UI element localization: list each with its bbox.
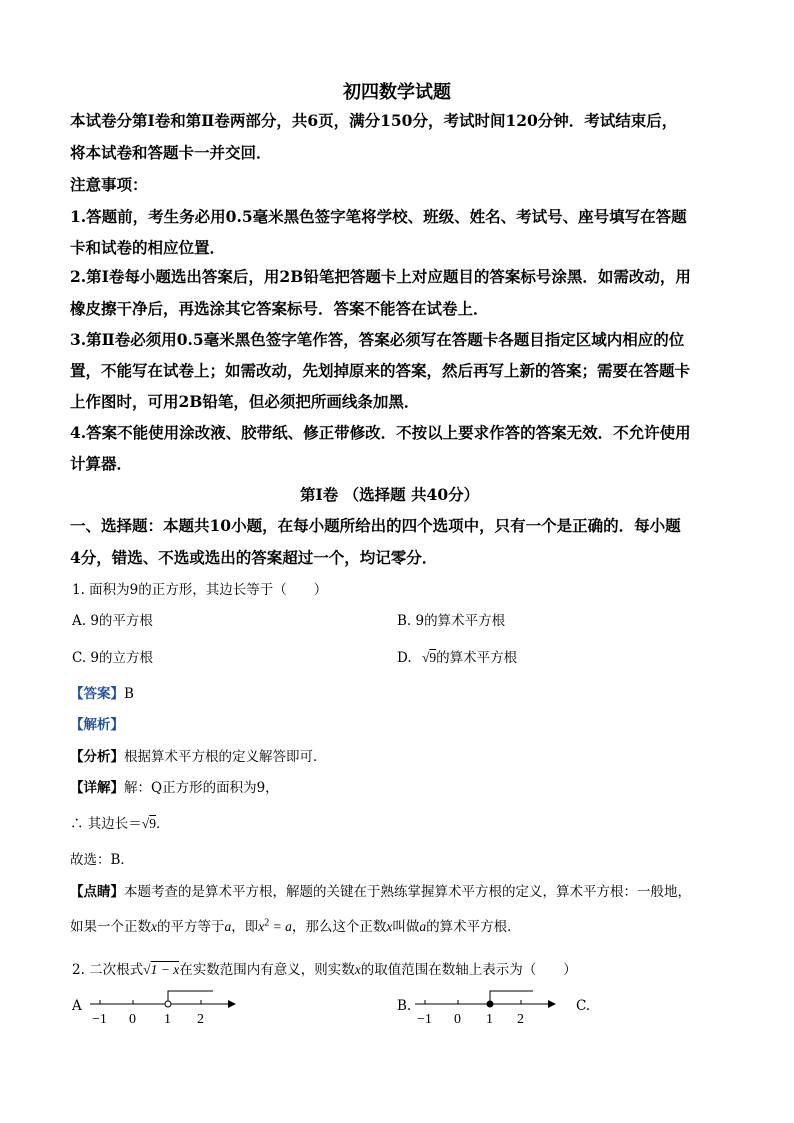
notes-heading: 注意事项：: [70, 175, 148, 194]
q2-stem: 2. 二次根式√1 − x在实数范围内有意义，则实数x的取值范围在数轴上表示为（ ）: [72, 962, 577, 978]
tick-label: 0: [129, 1012, 136, 1027]
note-2-line-2: 橡皮擦干净后，再选涂其它答案标号．答案不能答在试卷上．: [70, 299, 489, 318]
q2-option-a-label: A: [72, 998, 82, 1014]
note-2-line-1: 2.第Ⅰ卷每小题选出答案后，用2B铅笔把答题卡上对应题目的答案标号涂黑．如需改动，用: [70, 267, 691, 286]
note-1-line-1: 1.答题前，考生务必用0.5毫米黑色签字笔将学校、班级、姓名、考试号、座号填写在答题: [70, 207, 687, 226]
section-1-instructions-1: 一、选择题：本题共10小题，在每小题所给出的四个选项中，只有一个是正确的．每小题: [70, 516, 681, 535]
tick-label: −1: [92, 1012, 107, 1027]
q1-therefore: ∴ 其边长＝√9．: [70, 816, 170, 832]
q1-answer: 【答案】B: [70, 686, 134, 702]
arrow-icon: [548, 1000, 556, 1008]
q1-stem: 1. 面积为9的正方形，其边长等于（ ）: [72, 582, 328, 598]
tick-label: −1: [417, 1012, 432, 1027]
q1-option-d-radicand: 9: [429, 650, 437, 665]
section-1-instructions-2: 4分，错选、不选或选出的答案超过一个，均记零分．: [70, 548, 438, 567]
q1-fenxi: 【分析】根据算术平方根的定义解答即可．: [70, 749, 327, 765]
note-3-line-2: 置，不能写在试卷上；如需改动，先划掉原来的答案，然后再写上新的答案；需要在答题卡: [70, 361, 691, 380]
q1-option-c: C. 9的立方根: [72, 650, 154, 666]
note-3-line-3: 上作图时，可用2B铅笔，但必须把所画线条加黑．: [70, 392, 420, 411]
analysis-tag: 【解析】: [70, 717, 124, 733]
q2-option-c-label: C.: [576, 998, 591, 1014]
q2-option-b-number-line: [413, 985, 563, 1027]
page-title: 初四数学试题: [343, 82, 451, 103]
q1-option-d: D. √9的算术平方根: [397, 650, 518, 666]
q1-choose: 故选：B．: [70, 852, 134, 868]
tick-label: 1: [486, 1012, 493, 1027]
q1-xiangjie: 【详解】解：Q正方形的面积为9，: [70, 780, 279, 796]
q2-option-b-label: B.: [397, 998, 412, 1014]
answer-tag: 【答案】: [70, 686, 124, 702]
range-bracket: [490, 991, 533, 1004]
note-3-line-1: 3.第Ⅱ卷必须用0.5毫米黑色签字笔作答，答案必须写在答题卡各题目指定区域内相应的位: [70, 330, 685, 349]
tick-label: 1: [164, 1012, 171, 1027]
tick-label: 2: [197, 1012, 204, 1027]
closed-circle: [487, 1001, 493, 1007]
range-bracket: [168, 991, 213, 1004]
q1-option-b: B. 9的算术平方根: [397, 613, 506, 629]
q1-dianjing-line-1: 【点睛】本题考查的是算术平方根，解题的关键在于熟练掌握算术平方根的定义，算术平方根：一般地，: [70, 884, 691, 900]
note-1-line-2: 卡和试卷的相应位置．: [70, 238, 226, 257]
note-4-line-1: 4.答案不能使用涂改液、胶带纸、修正带修改．不按以上要求作答的答案无效．不允许使用: [70, 423, 691, 442]
open-circle: [165, 1001, 171, 1007]
intro-line-1: 本试卷分第Ⅰ卷和第Ⅱ卷两部分，共6页，满分150分，考试时间120分钟．考试结束后，: [70, 111, 678, 130]
q2-option-a-number-line: [88, 985, 238, 1027]
note-4-line-2: 计算器．: [70, 454, 133, 473]
section-1-heading: 第Ⅰ卷 （选择题 共40分）: [300, 485, 480, 504]
q1-dianjing-line-2: 如果一个正数x的平方等于a，即$x^2 = a$，那么这个正数x叫做a的算术平方根．: [70, 917, 521, 935]
arrow-icon: [228, 1000, 236, 1008]
tick-label: 0: [454, 1012, 461, 1027]
tick-label: 2: [517, 1012, 524, 1027]
intro-line-2: 将本试卷和答题卡一并交回．: [70, 143, 272, 162]
q1-option-a: A. 9的平方根: [72, 613, 153, 629]
